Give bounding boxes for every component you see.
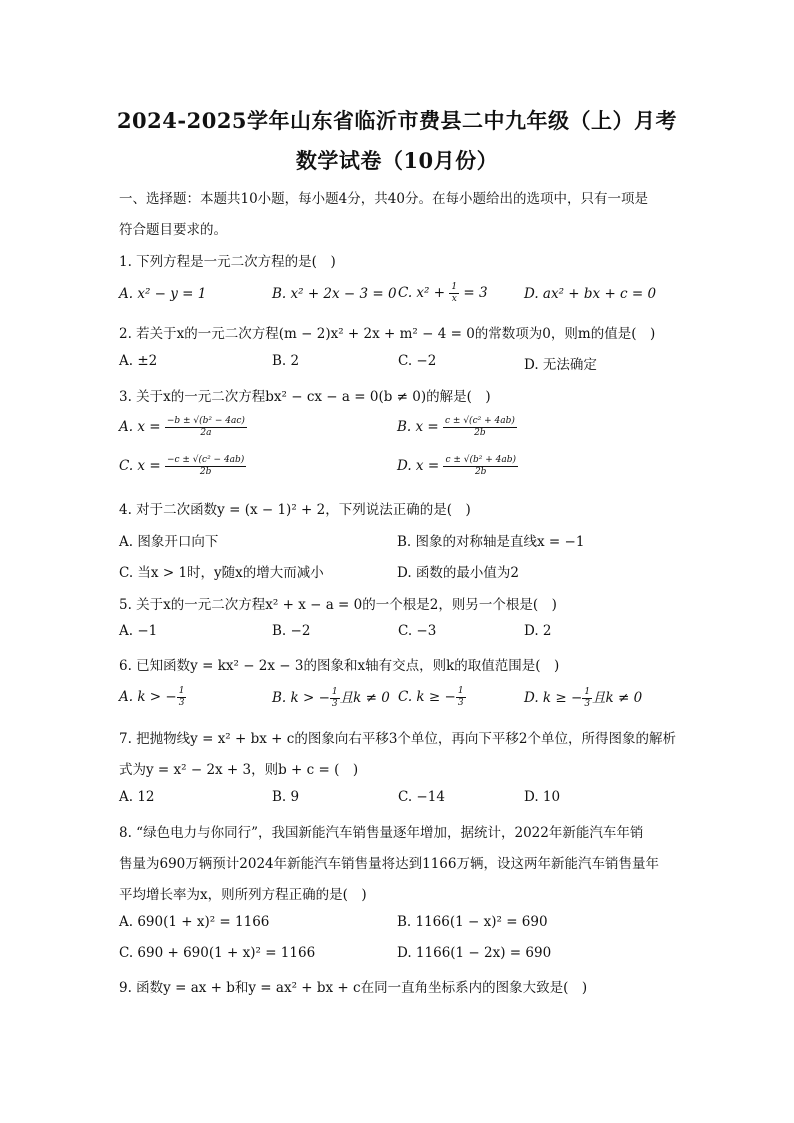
- question-1-option-d: D. ax² + bx + c = 0: [524, 286, 657, 302]
- question-3-stem: 3. 关于x的一元二次方程bx² − cx − a = 0(b ≠ 0)的解是( ): [119, 389, 491, 405]
- question-8-stem-line1: 8. “绿色电力与你同行”，我国新能汽车销售量逐年增加，据统计，2022年新能汽车年销: [119, 825, 644, 841]
- question-4-option-a: A. 图象开口向下: [119, 534, 219, 550]
- question-7-option-a: A. 12: [119, 789, 155, 805]
- question-4-option-c: C. 当x > 1时，y随x的增大而减小: [119, 565, 324, 581]
- question-2-option-d: D. 无法确定: [524, 357, 597, 373]
- question-3-option-d: D. x = $\frac{\text{c ± √(b² + 4ab)}}{2b}$: [397, 455, 516, 477]
- question-3-option-c: C. x = $\frac{\text{−c ± √(c² − 4ab)}}{2b}$: [119, 455, 245, 477]
- question-6-option-d: D. k ≥ − $\frac{1}{3}$ 且k ≠ 0: [524, 687, 643, 709]
- question-1-option-a: A. x² − y = 1: [119, 286, 207, 302]
- question-4-option-d: D. 函数的最小值为2: [397, 565, 520, 581]
- question-5-stem: 5. 关于x的一元二次方程x² + x − a = 0的一个根是2，则另一个根是( ): [119, 597, 557, 613]
- question-7-option-d: D. 10: [524, 789, 561, 805]
- question-3-option-b: B. x = $\frac{\text{c ± √(c² + 4ab)}}{2b}$: [397, 416, 515, 438]
- exam-title-line1: 2024-2025学年山东省临沂市费县二中九年级（上）月考: [116, 108, 678, 133]
- question-4-option-b: B. 图象的对称轴是直线x = −1: [397, 534, 585, 550]
- question-1-option-b: B. x² + 2x − 3 = 0: [272, 286, 397, 302]
- question-2-option-c: C. −2: [398, 353, 437, 369]
- question-8-stem-line3: 平均增长率为x，则所列方程正确的是( ): [119, 887, 367, 903]
- question-6-option-a: A. k > − $\frac{1}{3}$: [119, 686, 185, 708]
- question-2-option-b: B. 2: [272, 353, 300, 369]
- question-8-option-a: A. 690(1 + x)² = 1166: [119, 914, 270, 930]
- question-8-option-b: B. 1166(1 − x)² = 690: [397, 914, 548, 930]
- question-2-stem: 2. 若关于x的一元二次方程(m − 2)x² + 2x + m² − 4 = 0的常数项为0，则m的值是( ): [119, 326, 656, 342]
- question-7-option-c: C. −14: [398, 789, 445, 805]
- question-2-option-a: A. ±2: [119, 353, 158, 369]
- question-5-option-c: C. −3: [398, 623, 437, 639]
- question-7-option-b: B. 9: [272, 789, 300, 805]
- question-7-stem-line1: 7. 把抛物线y = x² + bx + c的图象向右平移3个单位，再向下平移2个单位，所得图象的解析: [119, 731, 676, 747]
- question-4-stem: 4. 对于二次函数y = (x − 1)² + 2，下列说法正确的是( ): [119, 502, 471, 518]
- question-5-option-a: A. −1: [119, 623, 158, 639]
- question-1-stem: 1. 下列方程是一元二次方程的是( ): [119, 254, 336, 270]
- question-6-option-c: C. k ≥ − $\frac{1}{3}$: [398, 686, 464, 708]
- section-intro-line2: 符合题目要求的。: [119, 222, 227, 238]
- question-3-option-a: A. x = $\frac{\text{−b ± √(b² − 4ac)}}{2a}$: [119, 416, 245, 438]
- question-1-option-c: C. x² + $\frac{1}{x}$ = 3: [398, 282, 488, 304]
- question-5-option-d: D. 2: [524, 623, 552, 639]
- question-5-option-b: B. −2: [272, 623, 311, 639]
- question-8-option-c: C. 690 + 690(1 + x)² = 1166: [119, 945, 316, 961]
- question-7-stem-line2: 式为y = x² − 2x + 3，则b + c = ( ): [119, 762, 359, 778]
- question-6-stem: 6. 已知函数y = kx² − 2x − 3的图象和x轴有交点，则k的取值范围是( ): [119, 658, 560, 674]
- question-9-stem: 9. 函数y = ax + b和y = ax² + bx + c在同一直角坐标系内的图象大致是( ): [119, 980, 588, 996]
- exam-title-line2: 数学试卷（10月份）: [295, 148, 499, 173]
- question-6-option-b: B. k > − $\frac{1}{3}$ 且k ≠ 0: [272, 687, 390, 709]
- section-intro-line1: 一、选择题：本题共10小题，每小题4分，共40分。在每小题给出的选项中，只有一项是: [119, 191, 648, 207]
- question-8-stem-line2: 售量为690万辆预计2024年新能汽车销售量将达到1166万辆，设这两年新能汽车销售量年: [119, 856, 659, 872]
- question-8-option-d: D. 1166(1 − 2x) = 690: [397, 945, 552, 961]
